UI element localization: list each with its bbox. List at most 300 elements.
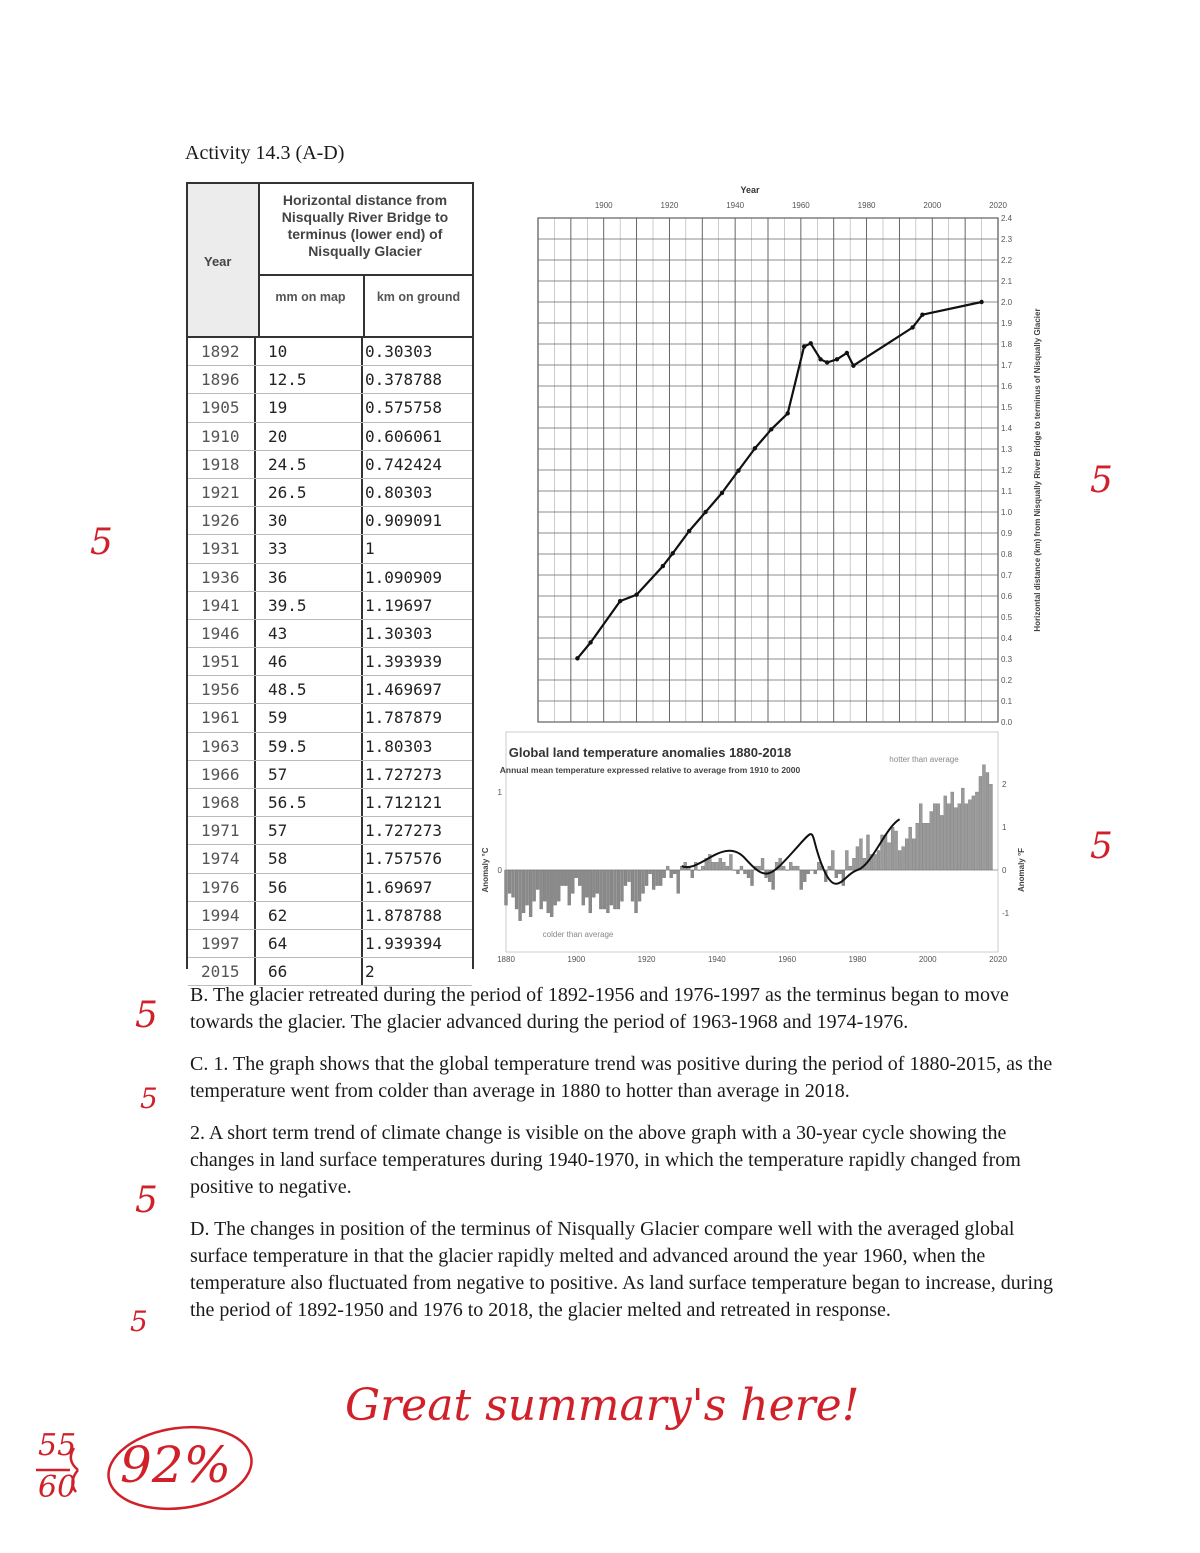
temperature-bar [986,773,989,871]
mm-cell: 24.5 [256,451,363,478]
temperature-bar [719,858,722,870]
temperature-bar [691,870,694,878]
km-cell: 2 [365,962,375,982]
answer-c2: 2. A short term trend of climate change is visible on the above graph with a 30-year cycle showing the changes in land surface temperatures during 1940-1970, in which the temperature rapidly changed from positive to negative. [190,1122,1021,1198]
year-cell: 1905 [188,394,256,421]
temperature-bar [898,851,901,871]
temperature-bar [715,862,718,870]
y-tick-label: 0.7 [1001,571,1013,580]
temperature-bar [677,870,680,893]
temperature-bar [561,870,564,886]
temperature-bar [568,870,571,905]
y-tick-label: 2.4 [1001,214,1013,223]
mm-cell: 56.5 [256,789,363,816]
glacier-x-axis-label: Year [740,185,760,195]
score-c1: 5 [140,1082,158,1115]
y-tick-label: 1.0 [1001,508,1013,517]
table-row [188,902,472,930]
y-tick-label: 0.0 [1001,718,1013,727]
glacier-data-point [671,551,675,555]
km-cell: 1.30303 [365,623,433,643]
table-row [188,507,472,535]
mm-cell: 43 [256,620,363,647]
year-cell: 1961 [188,704,256,731]
temperature-bar [656,870,659,886]
temperature-bar [982,765,985,870]
score-temperature: 5 [1090,826,1113,867]
x-tick-label: 2020 [989,201,1007,210]
mm-cell: 19 [256,394,363,421]
temperature-bar [912,839,915,870]
temperature-bar [736,870,739,874]
glacier-data-point [910,325,914,329]
temperature-bar [673,870,676,874]
table-row [188,394,472,422]
x-tick-label: 1900 [594,201,613,210]
temperature-bar [937,804,940,870]
km-cell: 1.878788 [365,905,443,925]
km-cell: 1.80303 [365,736,433,756]
temperature-bar [726,866,729,870]
y-tick-label: 0.6 [1001,592,1013,601]
temperature-bar [838,870,841,874]
temperature-bar [796,866,799,870]
y-tick-label: 1.7 [1001,361,1013,370]
table-row [188,733,472,761]
glacier-y-axis-label: Horizontal distance (km) from Nisqually River Bridge to terminus of Nisqually Glacier [1033,308,1042,632]
mm-cell: 57 [256,817,363,844]
mm-cell: 20 [256,423,363,450]
year-cell: 1966 [188,761,256,788]
temperature-bar [659,870,662,886]
temperature-bar [989,784,992,870]
temperature-bar [902,847,905,870]
mm-cell: 36 [256,564,363,591]
x-tick-label: 1980 [848,955,867,964]
temperature-bar [909,827,912,870]
temperature-bar [905,839,908,870]
year-cell: 1918 [188,451,256,478]
answer-c1: C. 1. The graph shows that the global temperature trend was positive during the period of 1880-2015, as the temperature went from colder than average in 1880 to hotter than average in 2018. [190,1053,1053,1102]
temperature-bar [933,804,936,870]
temperature-bar [585,870,588,897]
temperature-bar [954,808,957,870]
temperature-bar [958,804,961,870]
temperature-bar [635,870,638,913]
right-y-tick-label: 0 [1002,866,1007,875]
temperature-bar [564,870,567,886]
km-cell: 1.727273 [365,821,443,841]
x-tick-label: 1920 [660,201,679,210]
mm-cell: 62 [256,902,363,929]
score-table: 5 [90,522,113,563]
temperature-bar [975,792,978,870]
glacier-data-point [835,357,839,361]
year-cell: 1997 [188,930,256,957]
answers [190,982,1075,1339]
year-cell: 1926 [188,507,256,534]
activity-title: Activity 14.3 (A-D) [185,142,345,164]
x-tick-label: 1960 [778,955,797,964]
temperature-bar [557,870,560,901]
temperature-bar [610,870,613,905]
y-tick-label: 2.0 [1001,298,1013,307]
glacier-data-point [575,656,579,660]
glacier-data-point [720,491,724,495]
glacier-data-table [186,182,474,982]
table-row [188,592,472,620]
km-cell: 1.19697 [365,595,433,615]
mm-cell: 12.5 [256,366,363,393]
temperature-bar [624,870,627,886]
x-tick-label: 1880 [497,955,515,964]
km-cell: 1.757576 [365,849,443,869]
year-cell: 1968 [188,789,256,816]
temperature-bar [758,866,761,870]
temperature-bar [666,866,669,870]
glacier-data-point [802,344,806,348]
temperature-bar [782,866,785,870]
answer-b: B. The glacier retreated during the period of 1892-1956 and 1976-1997 as the terminus began to move towards the glacier. The glacier advanced during the period of 1963-1968 and 1974-1976. [190,984,1009,1033]
x-tick-label: 2020 [989,955,1007,964]
mm-cell: 66 [256,958,363,985]
temperature-bar [663,870,666,878]
km-cell: 0.606061 [365,426,443,446]
temperature-bar [786,870,789,871]
mm-cell: 64 [256,930,363,957]
temperature-bar [505,870,508,905]
temperature-bar [628,870,631,882]
table-row [188,845,472,873]
score-d: 5 [130,1305,148,1338]
temperature-bar [575,870,578,878]
glacier-data-point [588,640,592,644]
temperature-bar [751,870,754,886]
year-cell: 1921 [188,479,256,506]
left-y-tick-label: 0 [497,866,502,875]
temperature-bar [814,870,817,874]
temperature-bar [603,870,606,909]
glacier-data-point [703,510,707,514]
temperature-bar [842,870,845,886]
table-row [188,451,472,479]
year-cell: 1941 [188,592,256,619]
temperature-bar [652,870,655,890]
year-cell: 1963 [188,733,256,760]
temperature-bar [828,866,831,870]
temperature-bar [852,858,855,870]
temperature-bar [571,870,574,893]
temperature-bar [529,870,532,917]
km-on-ground-header: km on ground [376,290,461,304]
temperature-bar [599,870,602,909]
mm-cell: 57 [256,761,363,788]
colder-annotation: colder than average [542,930,614,939]
temperature-bar [895,831,898,870]
temperature-bar [519,870,522,921]
km-cell: 0.30303 [365,342,433,361]
temperature-bar [944,796,947,870]
table-row [188,704,472,732]
y-tick-label: 1.3 [1001,445,1013,454]
glacier-data-point [618,599,622,603]
table-row [188,676,472,704]
year-column-header: Year [188,184,260,336]
table-row [188,423,472,451]
glacier-data-point [786,411,790,415]
table-body [188,336,472,986]
km-cell: 1 [365,539,375,559]
temperature-bar [930,812,933,871]
y-tick-label: 1.9 [1001,319,1013,328]
temperature-bar [613,870,616,909]
temperature-bar [578,870,581,886]
km-cell: 0.909091 [365,511,443,531]
temperature-bar [554,870,557,905]
table-row [188,535,472,563]
y-tick-label: 2.2 [1001,256,1013,265]
temperature-bar [961,788,964,870]
year-cell: 1892 [188,338,256,365]
right-y-tick-label: -1 [1002,909,1010,918]
temperature-bar [698,870,701,871]
km-cell: 1.469697 [365,680,443,700]
temperature-bar [951,792,954,870]
glacier-data-point [661,564,665,568]
temperature-bar [831,851,834,871]
table-row [188,817,472,845]
y-tick-label: 1.4 [1001,424,1013,433]
temperature-bar [807,870,810,874]
mm-cell: 48.5 [256,676,363,703]
temperature-bar [515,870,518,909]
mm-cell: 39.5 [256,592,363,619]
glacier-data-point [687,529,691,533]
temperature-bar [747,870,750,878]
temperature-bar [533,870,536,901]
right-y-tick-label: 2 [1002,780,1007,789]
year-cell: 1946 [188,620,256,647]
temperature-bar [926,823,929,870]
glacier-data-point [920,313,924,317]
glacier-and-temperature-charts [478,180,1050,970]
km-cell: 1.787879 [365,708,443,728]
temperature-bar [543,870,546,901]
temperature-bar [866,835,869,870]
glacier-data-point [851,363,855,367]
temperature-bar [884,835,887,870]
mm-cell: 58 [256,845,363,872]
y-tick-label: 1.1 [1001,487,1013,496]
temperature-bar [729,854,732,870]
temperature-bar [803,870,806,882]
x-tick-label: 1960 [791,201,810,210]
temperature-bar [642,870,645,893]
temperature-bar [789,862,792,870]
km-cell: 1.712121 [365,793,443,812]
y-tick-label: 0.3 [1001,655,1013,664]
score-c2: 5 [135,1180,158,1221]
temperature-bar [979,776,982,870]
km-cell: 0.80303 [365,482,433,502]
temperature-bar [508,870,511,893]
right-y-tick-label: 1 [1002,823,1007,832]
temperature-bar [617,870,620,909]
mm-cell: 30 [256,507,363,534]
temperature-bar [891,827,894,870]
temperature-bar [701,866,704,870]
percent-score: 92% [120,1436,232,1494]
hotter-annotation: hotter than average [889,755,959,764]
y-tick-label: 2.3 [1001,235,1013,244]
x-tick-label: 1940 [707,955,726,964]
temperature-bar [550,870,553,917]
table-row [188,761,472,789]
y-tick-label: 0.9 [1001,529,1013,538]
year-cell: 1994 [188,902,256,929]
y-tick-label: 0.2 [1001,676,1013,685]
temperature-bar [968,800,971,870]
mm-on-map-header: mm on map [258,276,365,336]
temperature-bar [761,858,764,870]
y-tick-label: 0.8 [1001,550,1013,559]
temperature-bar [740,866,743,870]
year-cell: 1956 [188,676,256,703]
temperature-bar [972,796,975,870]
x-tick-label: 1980 [857,201,876,210]
temperature-bar [722,862,725,870]
year-cell: 1910 [188,423,256,450]
x-tick-label: 2000 [923,201,942,210]
x-tick-label: 1940 [726,201,745,210]
glacier-data-point [979,300,983,304]
year-cell: 1931 [188,535,256,562]
table-row [188,874,472,902]
table-row [188,930,472,958]
temperature-bar [947,804,950,870]
x-tick-label: 1900 [567,955,586,964]
temperature-bar [547,870,550,913]
total-score-denominator: 60 [38,1470,77,1505]
glacier-data-point [736,468,740,472]
temperature-bar [916,823,919,870]
glacier-data-point [845,351,849,355]
temperature-bar [536,870,539,890]
glacier-data-point [818,357,822,361]
km-cell: 1.69697 [365,877,433,897]
km-cell: 0.378788 [365,370,443,390]
table-row [188,564,472,592]
temperature-bar [856,847,859,870]
temperature-bar [540,870,543,909]
table-row [188,620,472,648]
km-cell: 1.727273 [365,764,443,784]
table-row [188,479,472,507]
mm-cell: 59.5 [256,733,363,760]
grader-comment: Great summary's here! [345,1380,860,1431]
temperature-bar [743,870,746,874]
table-row [188,338,472,366]
mm-cell: 59 [256,704,363,731]
year-cell: 1896 [188,366,256,393]
total-score-numerator: 55 [38,1428,77,1463]
year-cell: 1936 [188,564,256,591]
temperature-bar [606,870,609,913]
km-cell: 1.393939 [365,652,443,672]
km-cell: 0.742424 [365,454,443,474]
table-row [188,789,472,817]
mm-cell: 56 [256,874,363,901]
temperature-bar [638,870,641,901]
temperature-bar [631,870,634,901]
temperature-bar [512,870,515,897]
table-row [188,366,472,394]
temperature-bar [810,870,813,871]
mm-cell: 10 [256,338,363,365]
temperature-bar [712,862,715,870]
x-tick-label: 1920 [637,955,656,964]
temperature-bar [940,815,943,870]
y-tick-label: 0.5 [1001,613,1013,622]
km-cell: 0.575758 [365,398,443,418]
temperature-right-axis-label: Anomaly °F [1017,847,1026,893]
temperature-bar [965,804,968,870]
year-cell: 1971 [188,817,256,844]
temperature-bar [919,804,922,870]
temperature-bar [874,854,877,870]
glacier-data-point [753,446,757,450]
y-tick-label: 1.6 [1001,382,1013,391]
score-b: 5 [135,995,158,1036]
y-tick-label: 1.5 [1001,403,1013,412]
temperature-bar [670,870,673,878]
temperature-bar [596,870,599,893]
temperature-bar [888,843,891,870]
temperature-bar [592,870,595,897]
y-tick-label: 0.4 [1001,634,1013,643]
score-graph: 5 [1090,460,1113,501]
answer-d: D. The changes in position of the terminus of Nisqually Glacier compare well with the averaged global surface temperature in that the glacier rapidly melted and advanced around the year 1960, when the temperature also fluctuated from negative to positive. As land surface temperature began to increase, during the period of 1892-1950 and 1976 to 2018, the glacier melted and retreated in response. [190,1218,1054,1321]
temperature-bar [526,870,529,905]
temperature-bar [923,823,926,870]
temperature-bar [845,851,848,871]
km-cell: 1.939394 [365,933,443,953]
mm-cell: 26.5 [256,479,363,506]
km-cell: 1.090909 [365,567,443,587]
temperature-bar [793,866,796,870]
temperature-bar [522,870,525,913]
y-tick-label: 2.1 [1001,277,1013,286]
temperature-bar [817,862,820,870]
y-tick-label: 1.2 [1001,466,1013,475]
temperature-bar [849,866,852,870]
glacier-data-point [634,593,638,597]
temperature-bar [877,851,880,871]
left-y-tick-label: 1 [497,788,502,797]
temperature-bar [733,870,736,871]
year-cell: 1951 [188,648,256,675]
glacier-data-point [769,427,773,431]
y-tick-label: 1.8 [1001,340,1013,349]
year-cell: 1976 [188,874,256,901]
year-cell: 1974 [188,845,256,872]
temperature-bar [835,870,838,878]
temperature-bar [800,870,803,890]
temperature-bar [582,870,585,905]
y-tick-label: 0.1 [1001,697,1013,706]
temperature-chart-title: Global land temperature anomalies 1880-2018 [508,745,792,760]
table-row [188,648,472,676]
